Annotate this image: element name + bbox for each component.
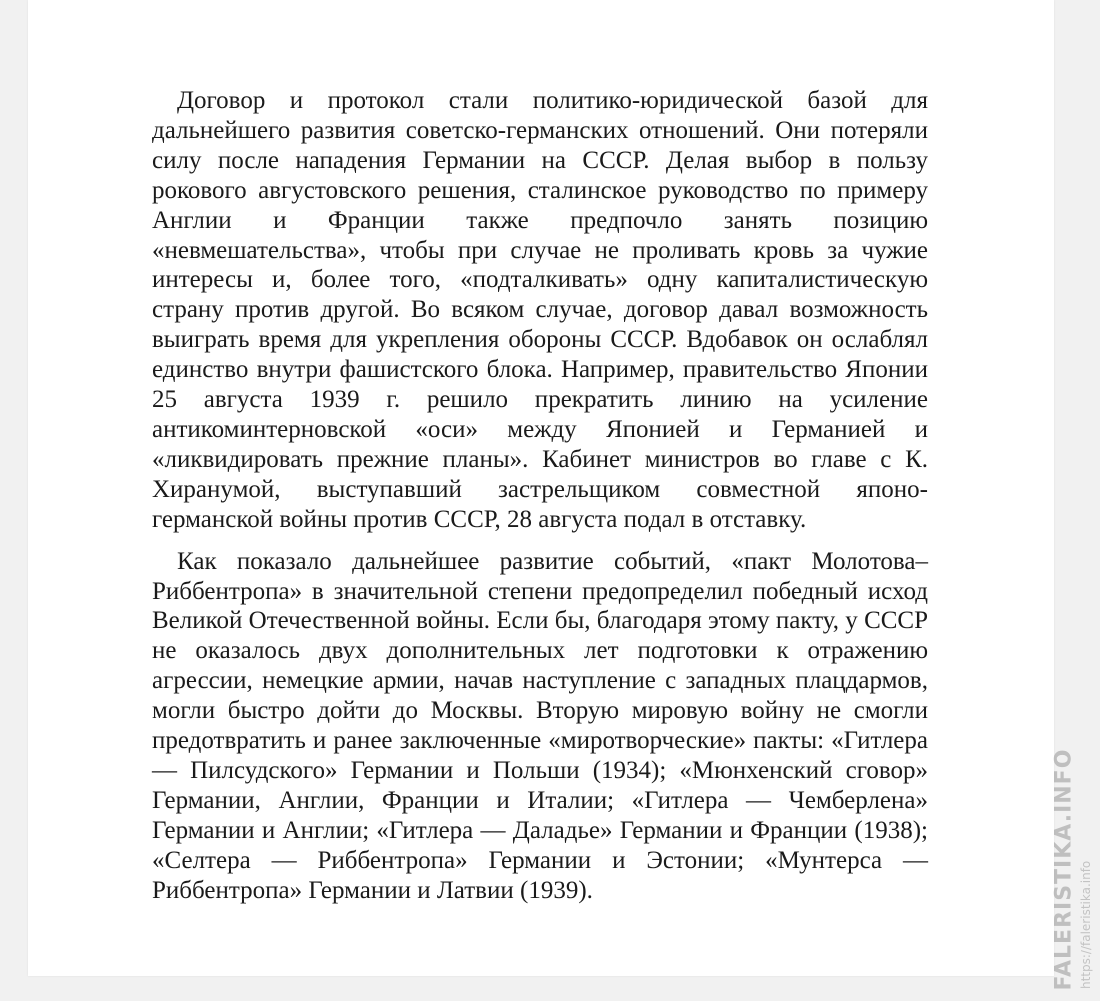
document-page [28,0,1054,976]
paragraph-1: Договор и протокол стали политико-юридической базой для дальнейшего развития советско-германских отношений. Они потеряли силу после нападения Германии на СССР. Делая выбор в пользу рокового августовского решения, сталинское руководство по примеру Англии и Франции также предпочло занять позицию «невмешательства», чтобы при случае не проливать кровь за чужие интересы и, более того, «подталкивать» одну капиталистическую страну против другой. Во всяком случае, договор давал возможность выиграть время для укрепления обороны СССР. Вдобавок он ослаблял единство внутри фашистского блока. Например, правительство Японии 25 августа 1939 г. решило прекратить линию на усиление антикоминтерновской «оси» между Японией и Германией и «ликвидировать прежние планы». Кабинет министров во главе с К. Хиранумой, выступавший застрельщиком совместной японо-германской войны против СССР, 28 августа подал в отставку. [152,87,928,533]
watermark-main-text: FALERISTIKA.INFO [1051,748,1077,991]
watermark-url-text: https://faleristika.info [1079,860,1093,989]
paragraph-2: Как показало дальнейшее развитие событий, «пакт Молотова–Риббентропа» в значительной степени предопределил победный исход Великой Отечественной войны. Если бы, благодаря этому пакту, у СССР не оказалось двух дополнительных лет подготовки к отражению агрессии, немецкие армии, начав наступление с западных плацдармов, могли быстро дойти до Москвы. Вторую мировую войну не смогли предотвратить и ранее заключенные «миротворческие» пакты: «Гитлера — Пилсудского» Германии и Польши (1934); «Мюнхенский сговор» Германии, Англии, Франции и Италии; «Гитлера — Чемберлена» Германии и Англии; «Гитлера — Даладье» Германии и Франции (1938); «Селтера — Риббентропа» Германии и Эстонии; «Мунтерса — Риббентропа» Германии и Латвии (1939). [152,547,928,904]
text-body [152,86,928,905]
